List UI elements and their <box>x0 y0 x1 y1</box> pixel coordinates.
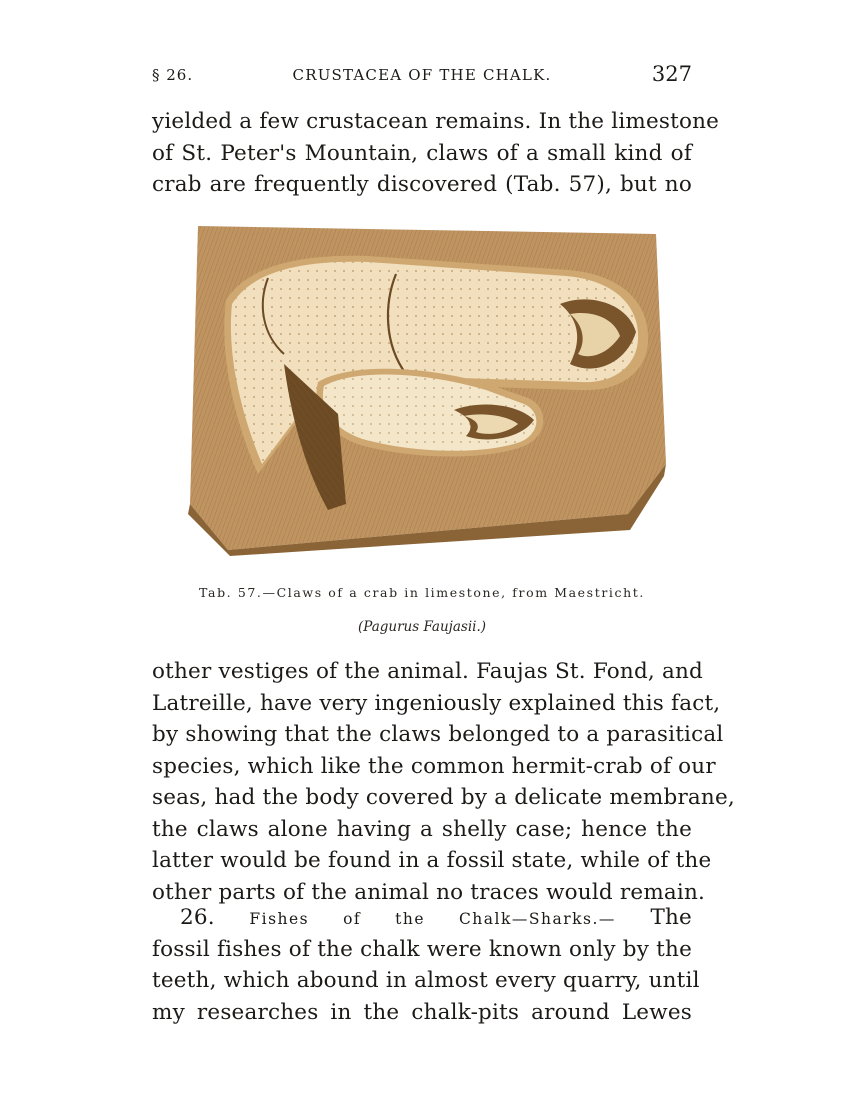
paragraph-top <box>152 106 720 201</box>
text-line: seas, had the body covered by a delicate membrane, <box>152 785 735 810</box>
fossil-claws-illustration <box>188 214 668 556</box>
text-line: yielded a few crustacean remains. In the limestone <box>152 109 720 134</box>
text-line: my researches in the chalk-pits around Lewes <box>152 999 692 1025</box>
text-line: Latreille, have very ingeniously explained this fact, <box>152 690 721 716</box>
crab-claw-engraving <box>188 214 668 556</box>
text-line: the claws alone having a shelly case; hence the <box>152 816 692 842</box>
text-line: by showing that the claws belonged to a parasitical <box>152 722 724 747</box>
section-heading: Fishes of the Chalk—Sharks.— <box>249 910 616 928</box>
section-marker: § 26. <box>152 66 194 84</box>
text-line: crab are frequently discovered (Tab. 57), but no <box>152 172 692 197</box>
text-line: of St. Peter's Mountain, claws of a small kind of <box>152 140 692 166</box>
text-line: fossil fishes of the chalk were known only by the <box>152 936 692 962</box>
section-heading-line <box>152 902 692 934</box>
section-26 <box>152 902 700 1028</box>
figure-caption: Tab. 57.—Claws of a crab in limestone, from Maestricht. <box>199 585 645 600</box>
text-line: other vestiges of the animal. Faujas St. Fond, and <box>152 659 704 684</box>
text-line: other parts of the animal no traces would remain. <box>152 879 706 905</box>
text-line: species, which like the common hermit-crab of our <box>152 753 716 779</box>
text-line: teeth, which abound in almost every quarry, until <box>152 968 700 993</box>
figure-subcaption: (Pagurus Faujasii.) <box>357 619 487 635</box>
running-title: CRUSTACEA OF THE CHALK. <box>292 66 552 84</box>
page-number: 327 <box>651 62 692 86</box>
section-first-words: The <box>650 905 692 930</box>
text-line: latter would be found in a fossil state, while of the <box>152 848 712 873</box>
paragraph-middle <box>152 656 735 908</box>
running-head <box>152 62 692 88</box>
section-number: 26. <box>180 905 215 930</box>
